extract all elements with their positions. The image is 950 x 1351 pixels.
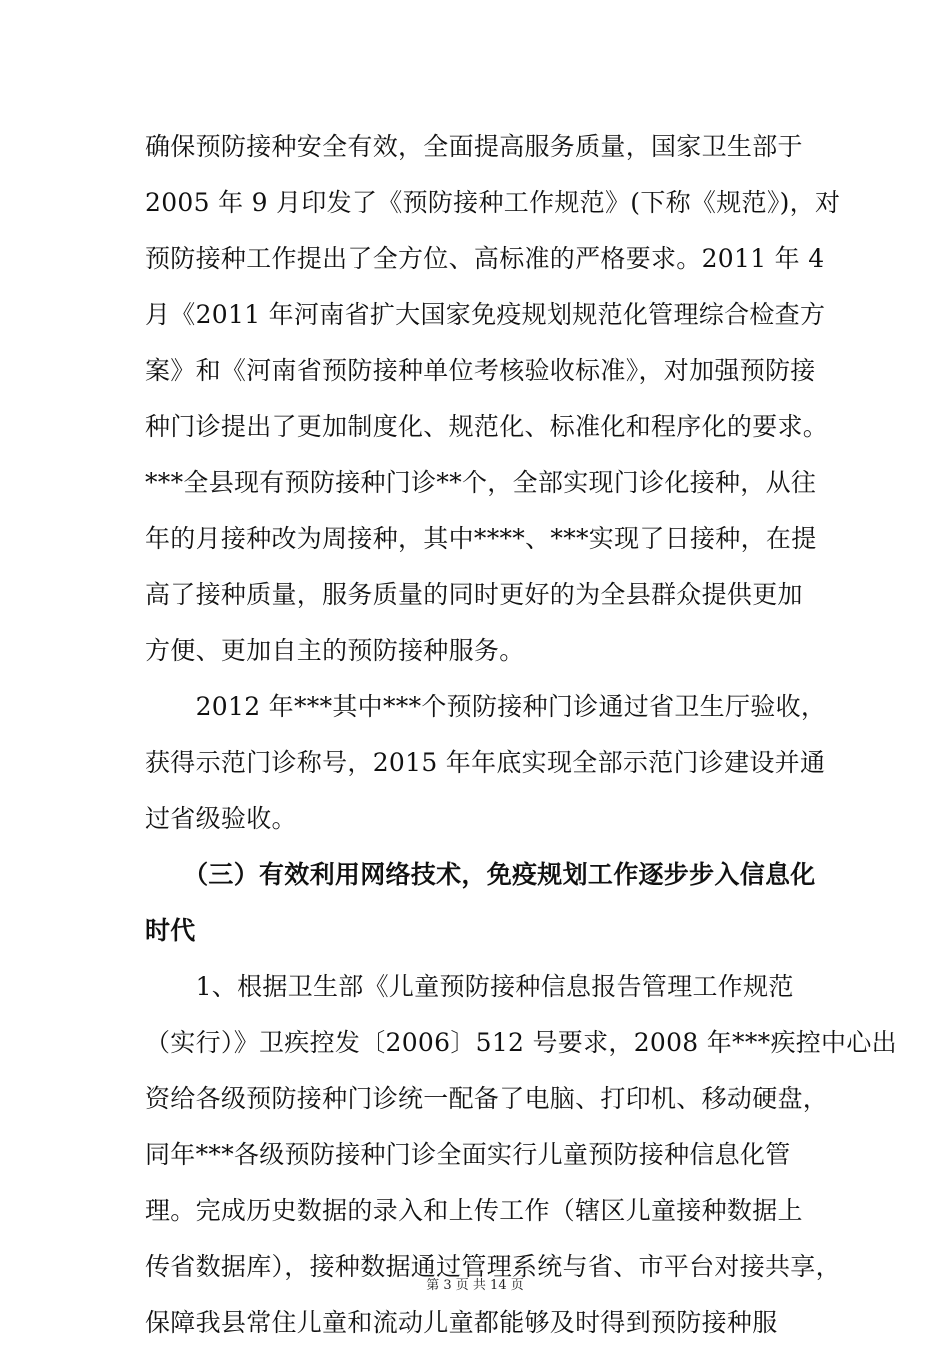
text-line: 传省数据库），接种数据通过管理系统与省、市平台对接共享， <box>145 1252 841 1281</box>
text-line: 保障我县常住儿童和流动儿童都能够及时得到预防接种服 <box>145 1308 778 1337</box>
section-heading-line: 时代 <box>145 916 196 945</box>
text-line: 2012 年***其中***个预防接种门诊通过省卫生厅验收， <box>145 692 827 721</box>
page-number-footer: 第 3 页 共 14 页 <box>426 1278 524 1293</box>
text-line: 案》和《河南省预防接种单位考核验收标准》，对加强预防接 <box>145 356 816 385</box>
text-line: （实行）》卫疾控发〔2006〕512 号要求，2008 年***疾控中心出 <box>145 1028 897 1057</box>
text-line: 高了接种质量，服务质量的同时更好的为全县群众提供更加 <box>145 580 803 609</box>
body-text <box>145 119 897 1351</box>
section-heading-line: （三）有效利用网络技术，免疫规划工作逐步步入信息化 <box>145 860 816 889</box>
text-line: 1、根据卫生部《儿童预防接种信息报告管理工作规范 <box>145 972 794 1001</box>
text-line: 预防接种工作提出了全方位、高标准的严格要求。2011 年 4 <box>145 244 825 273</box>
text-line: 过省级验收。 <box>145 804 297 833</box>
text-line: 种门诊提出了更加制度化、规范化、标准化和程序化的要求。 <box>145 412 829 441</box>
text-line: ***全县现有预防接种门诊**个，全部实现门诊化接种，从往 <box>145 468 817 497</box>
text-line: 年的月接种改为周接种，其中****、***实现了日接种，在提 <box>145 524 817 553</box>
text-line: 月《2011 年河南省扩大国家免疫规划规范化管理综合检查方 <box>145 300 826 329</box>
text-line: 确保预防接种安全有效，全面提高服务质量，国家卫生部于 <box>145 132 803 161</box>
text-line: 同年***各级预防接种门诊全面实行儿童预防接种信息化管 <box>145 1140 791 1169</box>
text-line: 获得示范门诊称号，2015 年年底实现全部示范门诊建设并通 <box>145 748 826 777</box>
text-line: 2005 年 9 月印发了《预防接种工作规范》(下称《规范》)，对 <box>145 188 841 217</box>
text-line: 方便、更加自主的预防接种服务。 <box>145 636 525 665</box>
text-line: 理。完成历史数据的录入和上传工作（辖区儿童接种数据上 <box>145 1196 803 1225</box>
text-line: 资给各级预防接种门诊统一配备了电脑、打印机、移动硬盘， <box>145 1084 829 1113</box>
